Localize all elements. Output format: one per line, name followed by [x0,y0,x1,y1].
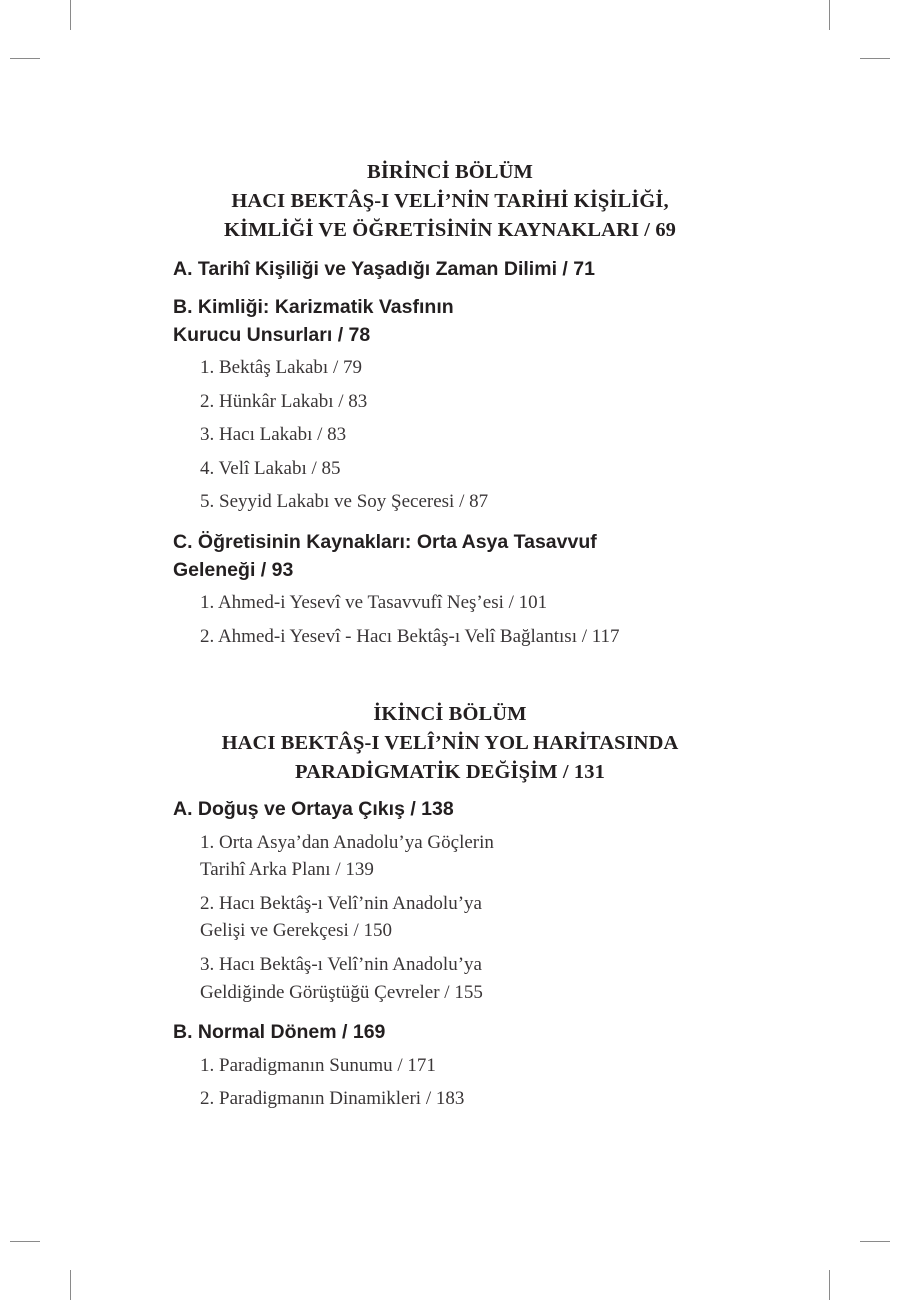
toc-item[interactable]: 5. Seyyid Lakabı ve Soy Şeceresi / 87 [200,491,489,512]
toc-section[interactable]: B. Normal Dönem / 169 [173,1021,386,1043]
toc-item[interactable]: 3. Hacı Bektâş-ı Velî’nin Anadolu’ya [200,954,482,975]
toc-section[interactable]: C. Öğretisinin Kaynakları: Orta Asya Tasavvuf [173,531,597,553]
toc-item[interactable]: 1. Orta Asya’dan Anadolu’ya Göçlerin [200,832,494,853]
part2-heading: İKİNCİ BÖLÜM [373,703,527,725]
part2-heading-block [0,700,900,787]
crop-mark-top-right [829,0,830,30]
crop-mark-left-top [10,58,40,59]
toc-item[interactable]: 2. Paradigmanın Dinamikleri / 183 [200,1088,465,1109]
crop-mark-right-bottom [860,1241,890,1242]
toc-section-continued[interactable]: Geleneği / 93 [173,559,294,581]
part1-heading-block [0,158,900,245]
toc-section[interactable]: A. Doğuş ve Ortaya Çıkış / 138 [173,798,454,820]
part2-title-line1: HACI BEKTÂŞ-I VELÎ’NİN YOL HARİTASINDA [221,732,679,754]
toc-item[interactable]: 1. Ahmed-i Yesevî ve Tasavvufî Neş’esi / 101 [200,592,548,613]
toc-section[interactable]: A. Tarihî Kişiliği ve Yaşadığı Zaman Dilimi / 71 [173,258,595,280]
toc-item[interactable]: 2. Hünkâr Lakabı / 83 [200,391,368,412]
crop-mark-bottom-right [829,1270,830,1300]
toc-item[interactable]: 4. Velî Lakabı / 85 [200,458,341,479]
crop-mark-left-bottom [10,1241,40,1242]
part1-heading: BİRİNCİ BÖLÜM [367,161,533,183]
toc-item-continued[interactable]: Gelişi ve Gerekçesi / 150 [200,920,393,941]
toc-item[interactable]: 2. Hacı Bektâş-ı Velî’nin Anadolu’ya [200,893,482,914]
crop-mark-right-top [860,58,890,59]
part1-title-line1: HACI BEKTÂŞ-I VELİ’NİN TARİHİ KİŞİLİĞİ, [231,190,669,212]
toc-section-continued[interactable]: Kurucu Unsurları / 78 [173,324,371,346]
toc-item[interactable]: 1. Bektâş Lakabı / 79 [200,357,362,378]
toc-item-continued[interactable]: Tarihî Arka Planı / 139 [200,859,374,880]
part1-title-line2: KİMLİĞİ VE ÖĞRETİSİNİN KAYNAKLARI / 69 [223,219,677,241]
toc-section[interactable]: B. Kimliği: Karizmatik Vasfının [173,296,454,318]
toc-item[interactable]: 3. Hacı Lakabı / 83 [200,424,347,445]
part2-title-line2: PARADİGMATİK DEĞİŞİM / 131 [295,761,605,783]
toc-item[interactable]: 2. Ahmed-i Yesevî - Hacı Bektâş-ı Velî Bağlantısı / 117 [200,626,620,647]
toc-item[interactable]: 1. Paradigmanın Sunumu / 171 [200,1055,436,1076]
crop-mark-bottom-left [70,1270,71,1300]
toc-item-continued[interactable]: Geldiğinde Görüştüğü Çevreler / 155 [200,982,483,1003]
crop-mark-top-left [70,0,71,30]
